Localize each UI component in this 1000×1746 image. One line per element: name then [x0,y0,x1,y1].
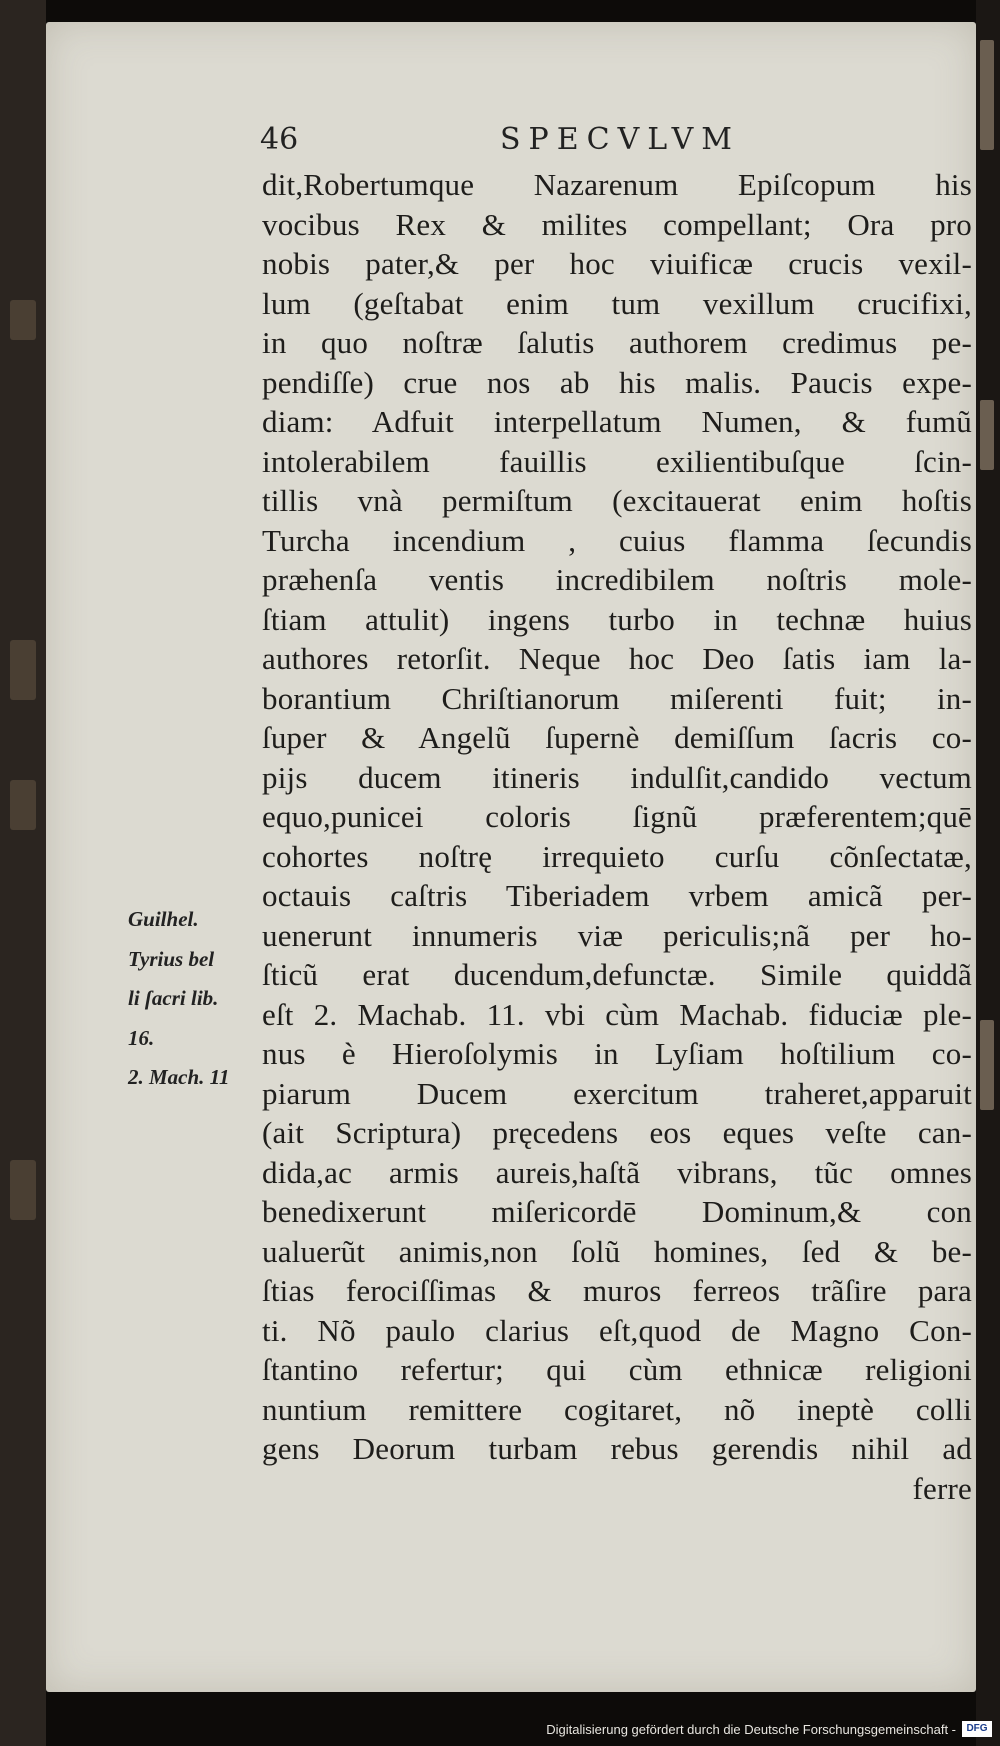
marginal-note: 2. Mach. 11 [128,1065,230,1089]
book-left-edge [0,0,46,1746]
text-line: cohortes noſtrę irrequieto curſu cõnſectatæ, [262,838,972,874]
text-line: diam: Adfuit interpellatum Numen, & fumũ [262,404,972,439]
text-line: dida,ac armis aureis,haſtã vibrans, tũc omnes [262,1154,972,1190]
text-line: nus è Hieroſolymis in Lyſiam hoſtilium co- [262,1036,972,1071]
text-line: borantium Chriſtianorum miſerenti fuit; in- [262,680,972,716]
marginal-note: Tyrius bel [128,946,215,971]
text-line: dit,Robertumque Nazarenum Epiſcopum his [262,167,972,202]
binding-tab [10,640,36,700]
binding-tab [10,780,36,830]
text-line: intolerabilem fauillis exilientibuſque ſcin- [262,443,972,479]
funding-credit: Digitalisierung gefördert durch die Deutsche Forschungsgemeinschaft - [546,1721,956,1737]
binding-tab [10,300,36,340]
book-right-edge [976,0,1000,1746]
text-line: equo,punicei coloris ſignũ præferentem;quē [262,799,972,834]
text-line: vocibus Rex & milites compellant; Ora pro [262,206,972,242]
text-line: ualuerũt animis,non ſolũ homines, ſed & be- [262,1233,972,1269]
text-line: benedixerunt miſericordē Dominum,& con [262,1194,972,1229]
marginal-notes [128,900,258,1098]
text-line: nobis pater,& per hoc viuificæ crucis vexil- [262,246,972,281]
text-line: ſtias ferociſſimas & muros ferreos trãſire para [262,1273,972,1308]
text-line: authores retorſit. Neque hoc Deo ſatis iam la- [262,641,972,676]
text-line: ſtiam attulit) ingens turbo in technæ huius [262,601,972,637]
marginal-note: li ſacri lib. [128,986,219,1010]
text-line: uenerunt innumeris viæ periculis;nã per ho- [262,917,972,953]
text-line: ſtantino refertur; qui cùm ethnicæ religioni [262,1352,972,1387]
running-title: SPECVLVM [500,122,741,157]
digitization-footer [546,1718,992,1740]
text-line: pijs ducem itineris indulſit,candido vectum [262,759,972,795]
page-stack-edge [980,1020,994,1110]
text-line: ferre [912,1470,972,1506]
text-line: lum (geſtabat enim tum vexillum crucifixi, [262,285,972,321]
binding-tab [10,1160,36,1220]
text-line: ſuper & Angelũ ſupernè demiſſum ſacris co- [262,720,972,755]
text-line: piarum Ducem exercitum traheret,apparuit [262,1075,972,1111]
text-line: ſticũ erat ducendum,defunctæ. Simile quiddã [262,957,972,992]
page-header [260,122,965,162]
text-line: Turcha incendium , cuius flamma ſecundis [262,522,972,558]
text-line: ti. Nõ paulo clarius eſt,quod de Magno Con- [262,1312,972,1348]
page-stack-edge [980,400,994,470]
text-line: tillis vnà permiſtum (excitauerat enim hoſtis [262,483,972,518]
text-line: (ait Scriptura) pręcedens eos eques veſte can- [262,1115,972,1150]
text-line: pendiſſe) crue nos ab his malis. Paucis expe- [262,364,972,400]
marginal-note: 16. [128,1025,155,1050]
marginal-note: Guilhel. [128,907,199,931]
text-line: octauis caſtris Tiberiadem vrbem amicã per- [262,878,972,913]
page-stack-edge [980,40,994,150]
text-line: eſt 2. Machab. 11. vbi cùm Machab. fiduciæ ple- [262,996,972,1032]
body-text [262,165,972,1508]
text-line: præhenſa ventis incredibilem noſtris mole- [262,562,972,597]
text-line: in quo noſtræ ſalutis authorem credimus pe- [262,325,972,360]
dfg-logo: DFG [962,1721,992,1737]
text-line: nuntium remittere cogitaret, nõ ineptè colli [262,1391,972,1427]
page-number: 46 [260,122,299,157]
text-line: gens Deorum turbam rebus gerendis nihil ad [262,1431,972,1466]
